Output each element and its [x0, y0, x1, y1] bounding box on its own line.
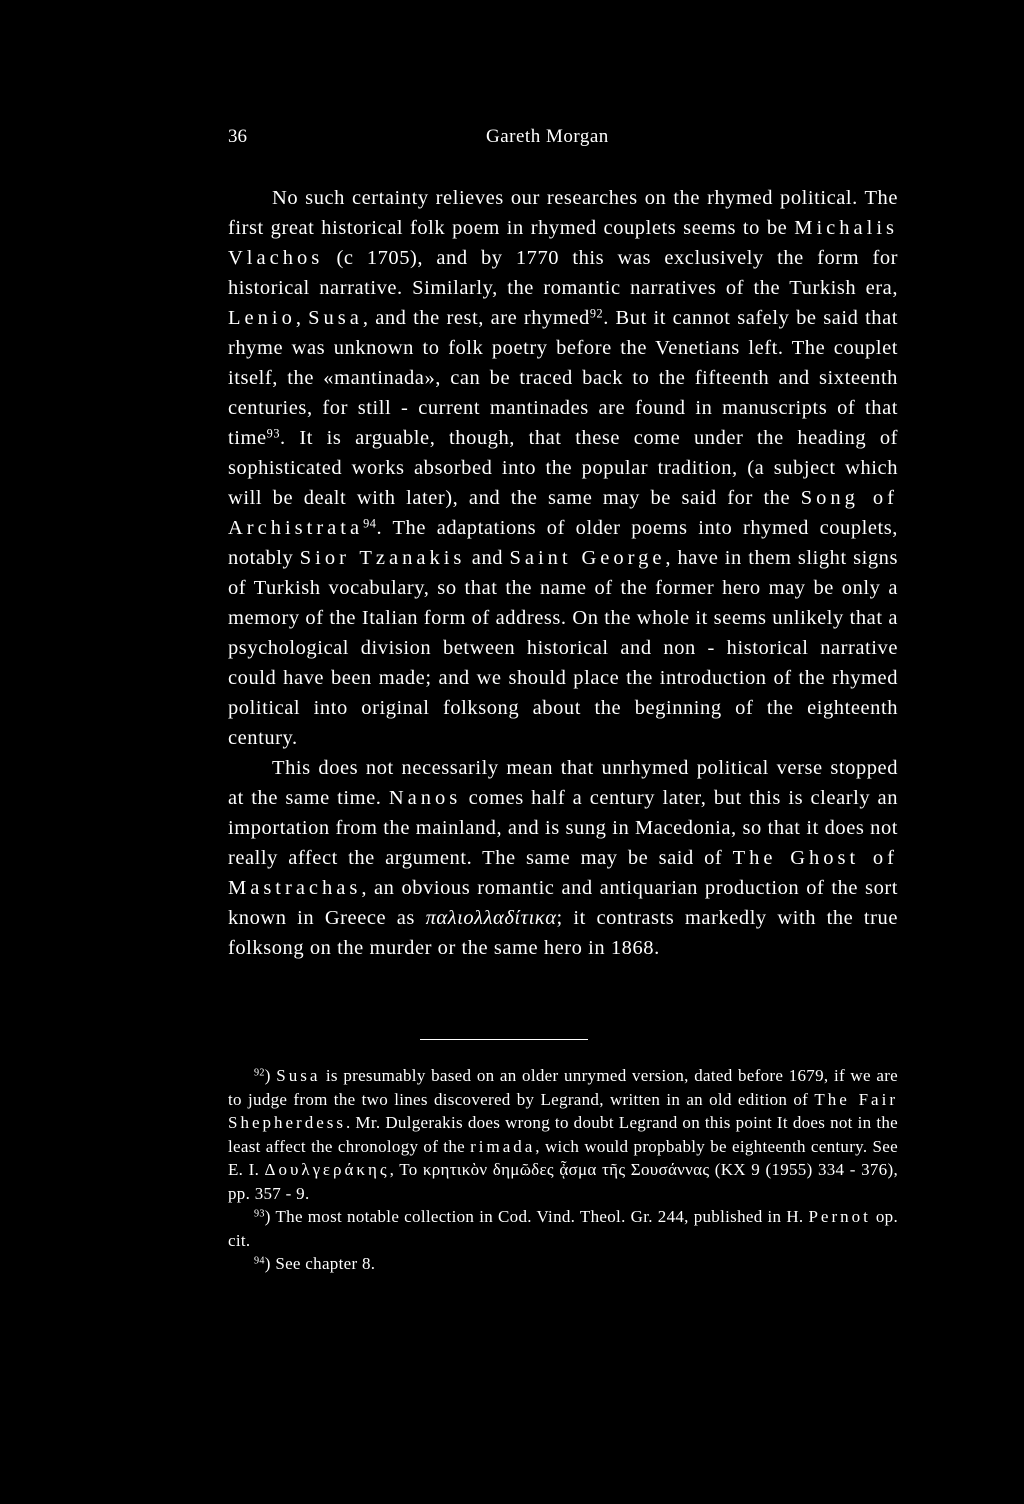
- text-run: . The adaptations of older poems into rhymed couplets, notably: [228, 517, 898, 569]
- text-run: and: [465, 547, 510, 569]
- text-run: op. cit.: [228, 1207, 899, 1250]
- footnote-title-fair-shepherdess: The Fair Shepherdess: [228, 1089, 898, 1132]
- poem-title-nanos: Nanos: [388, 787, 462, 809]
- text-run: The most notable collection in Cod. Vind. Theol. Gr. 244, published in H.: [270, 1207, 809, 1226]
- paragraph-1: [228, 183, 898, 753]
- page-header: [228, 126, 898, 156]
- page-number: 36: [228, 126, 247, 147]
- text-run: is presumably based on an older unrymed version, dated before 1679, if we are to judge from the two lines discovered by Legrand, written in an old edition of: [228, 1066, 898, 1109]
- poem-title-saint-george: Saint George: [509, 547, 666, 569]
- footnote-93: $^{93}$) The most notable collection in Cod. Vind. Theol. Gr. 244, published in H. Pernot op. cit.: [228, 1207, 899, 1250]
- footnote-title-susa: Susa: [276, 1066, 321, 1085]
- text-run: , and the rest, are rhymed: [362, 307, 590, 329]
- poem-title-sior-tzanakis: Sior Tzanakis: [299, 547, 466, 569]
- text-run: . Mr. Dulgerakis does wrong to doubt Legrand on this point It does not in the least affect the chronology of the: [228, 1113, 898, 1156]
- poem-title-lenio: Lenio: [228, 307, 296, 329]
- text-run: comes half a century later, but this is clearly an importation from the mainland, and is sung in Macedonia, so that it does not really affect the argument. The same may be said of: [228, 787, 899, 869]
- footnote-author-pernot: Pernot: [808, 1207, 871, 1226]
- poem-title-song-of-archistrata: Song of Archistrata: [228, 487, 898, 539]
- poem-title-susa: Susa: [308, 307, 363, 329]
- footnote-94: $^{94}$) See chapter 8.: [254, 1254, 376, 1273]
- paragraph-2: [228, 753, 898, 963]
- footnotes: [228, 1064, 898, 1276]
- text-run: See chapter 8.: [270, 1254, 376, 1273]
- footnote-author: Δουλγεράκης: [264, 1160, 390, 1179]
- footnote-ref-92: 92: [589, 306, 604, 321]
- text-run: , have in them slight signs of Turkish vocabulary, so that the name of the former hero may be only a memory of the Italian form of address. On the whole it seems unlikely that a psychological division between historical and non - historical narrative could have been made; and we should place the introduction of the rhymed political into original folksong about the beginning of the eighteenth century.: [228, 547, 899, 749]
- footnote-number: 92: [254, 1067, 265, 1079]
- footnote-92: $^{92}$) Susa is presumably based on an older unrymed version, dated before 1679, if we are to judge from the two lines discovered by Legrand, written in an old edition of The Fair Shepherdess. Mr. Dulgerakis does wrong to doubt Legrand on this point It does not in the least affect the chronology of the rimada, wich would propbably be eighteenth century. See E. I. Δουλγεράκης, Το κρητικὸν δημῶδες ᾆσμα τῆς Σουσάννας (KX 9 (1955) 334 - 376), pp. 357 - 9.: [228, 1066, 898, 1203]
- running-head: Gareth Morgan: [486, 126, 609, 147]
- footnote-number: 93: [254, 1208, 265, 1220]
- footnote-term-rimada: rimada: [470, 1136, 536, 1156]
- text-run: , an obvious romantic and antiquarian production of the sort known in Greece as: [228, 877, 898, 929]
- footnote-number: 94: [254, 1255, 265, 1267]
- greek-term: παλιολλαδίτικα: [425, 907, 557, 929]
- footnote-ref-93: 93: [266, 426, 281, 441]
- text-run: This does not necessarily mean that unrhymed political verse stopped at the same time.: [228, 757, 898, 809]
- text-run: . But it cannot safely be said that rhyme was unknown to folk poetry before the Venetians left. The couplet itself, the «mantinada», can be traced back to the fifteenth and sixteenth centuries, for still - current mantinades are found in manuscripts of that time: [228, 307, 899, 449]
- text-run: , Το κρητικὸν δημῶδες ᾆσμα τῆς Σουσάννας (KX 9 (1955) 334 - 376), pp. 357 - 9.: [228, 1160, 898, 1203]
- footnote-separator: [420, 1039, 588, 1040]
- main-text: [228, 183, 898, 963]
- text-run: . It is arguable, though, that these come under the heading of sophisticated works absorbed into the popular tradition, (a subject which will be dealt with later), and the same may be said for the: [228, 427, 898, 509]
- text-run: ,: [295, 307, 309, 329]
- poem-title-ghost-of-mastrachas: The Ghost of Mastrachas: [228, 847, 898, 899]
- text-run: , wich would propbably be eighteenth century. See E. I.: [228, 1136, 898, 1179]
- footnote-ref-94: 94: [363, 516, 377, 531]
- text-run: ; it contrasts markedly with the true folksong on the murder or the same hero in 1868.: [228, 907, 898, 959]
- poem-title-michalis-vlachos: Michalis Vlachos: [228, 217, 898, 269]
- text-run: (c 1705), and by 1770 this was exclusively the form for historical narrative. Similarly, the romantic narratives of the Turkish era,: [228, 247, 898, 299]
- text-run: No such certainty relieves our researches on the rhymed political. The first great historical folk poem in rhymed couplets seems to be: [228, 187, 898, 239]
